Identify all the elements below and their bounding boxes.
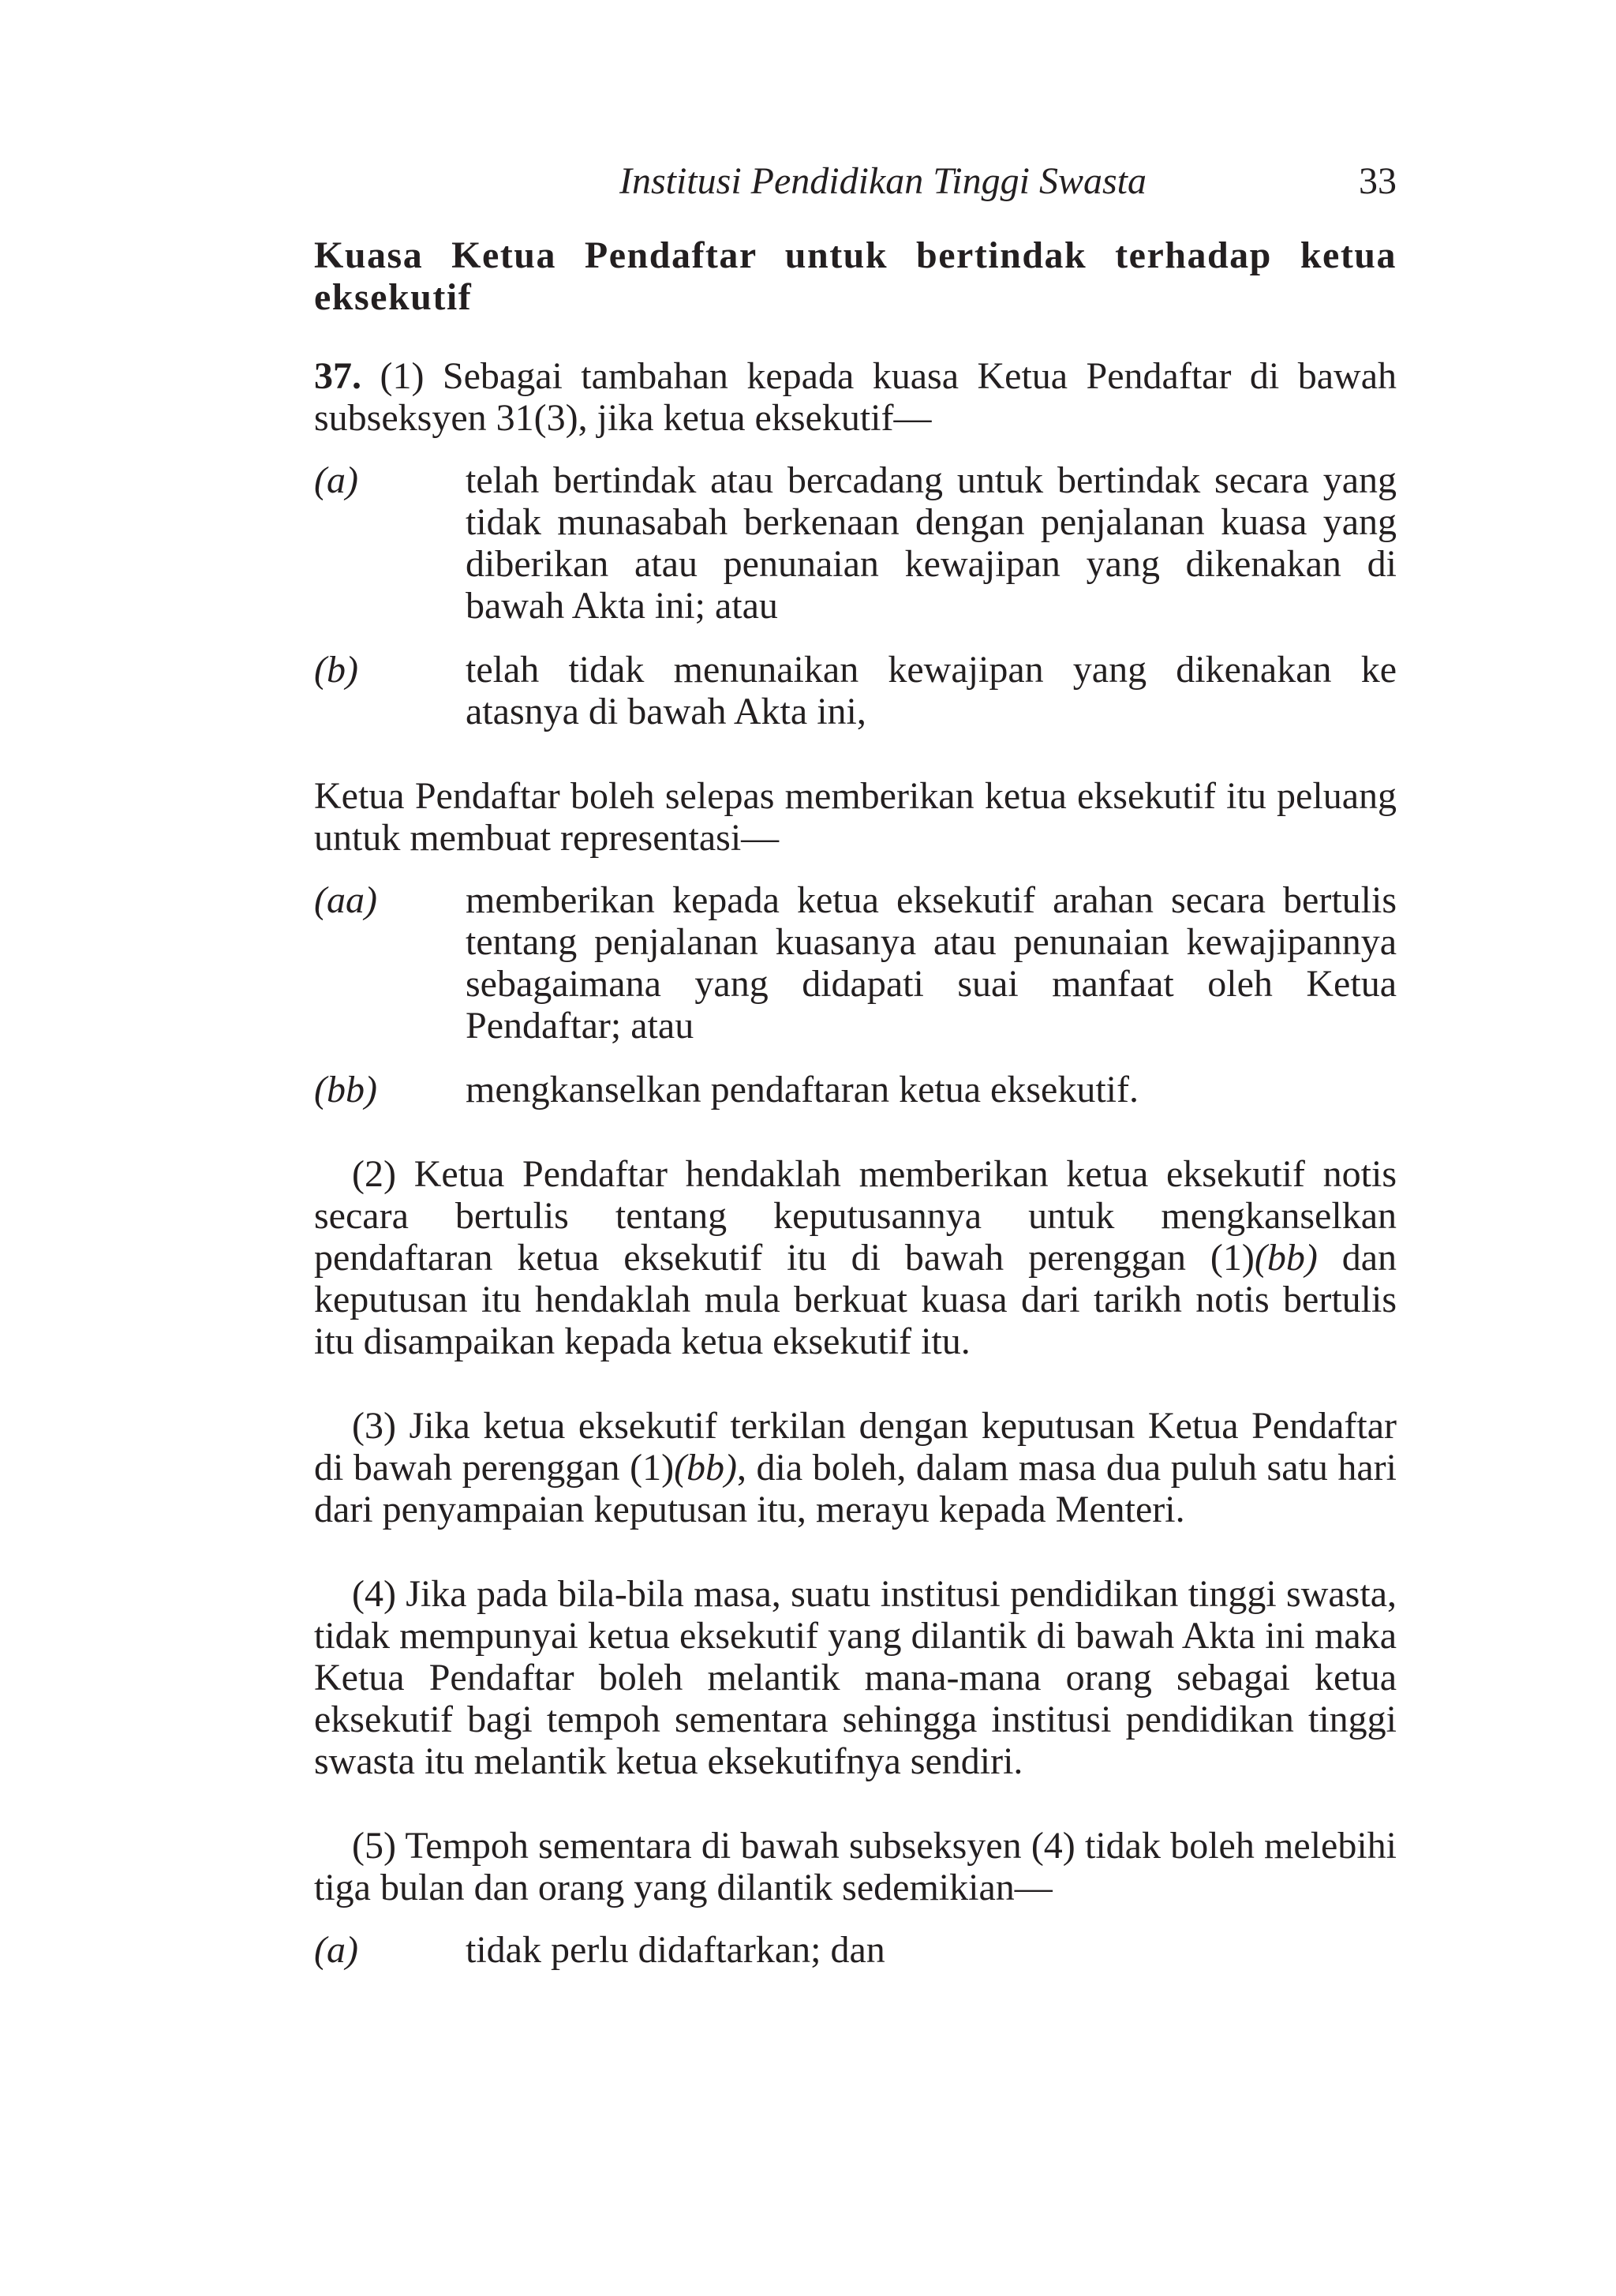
subsection-2-text-end: dan keputusan itu hendaklah mula berkuat kuasa dari tarikh notis bertulis itu disampaikan kepada ketua eksekutif itu.	[314, 1237, 1397, 1362]
paragraph-reference: (bb)	[1254, 1237, 1318, 1279]
list-item	[314, 459, 1397, 627]
subsection-1	[314, 355, 1397, 439]
running-header	[314, 158, 1397, 205]
section-heading: Kuasa Ketua Pendaftar untuk bertindak terhadap ketua eksekutif	[314, 234, 1397, 318]
item-marker: (a)	[314, 459, 358, 501]
continuation-paragraph: Ketua Pendaftar boleh selepas memberikan ketua eksekutif itu peluang untuk membuat representasi—	[314, 775, 1397, 859]
subsection-2	[314, 1153, 1397, 1362]
subsection-3-text-end: , dia boleh, dalam masa dua puluh satu hari dari penyampaian keputusan itu, merayu kepada Menteri.	[314, 1447, 1397, 1530]
list-item	[314, 1069, 1397, 1111]
item-marker: (bb)	[314, 1069, 377, 1111]
item-marker: (a)	[314, 1929, 358, 1971]
subsection-4: (4) Jika pada bila-bila masa, suatu institusi pendidikan tinggi swasta, tidak mempunyai ketua eksekutif yang dilantik di bawah Akta ini maka Ketua Pendaftar boleh melantik mana-mana orang sebagai ketua eksekutif bagi tempoh sementara sehingga institusi pendidikan tinggi swasta itu melantik ketua eksekutifnya sendiri.	[314, 1573, 1397, 1782]
list-item	[314, 879, 1397, 1047]
item-text: telah tidak menunaikan kewajipan yang dikenakan ke atasnya di bawah Akta ini,	[466, 649, 1397, 732]
item-text: memberikan kepada ketua eksekutif arahan secara bertulis tentang penjalanan kuasanya atau penunaian kewajipannya sebagaimana yang didapati suai manfaat oleh Ketua Pendaftar; atau	[466, 879, 1397, 1047]
subsection-2-text: (2) Ketua Pendaftar hendaklah memberikan ketua eksekutif notis secara bertulis tentang keputusannya untuk mengkanselkan pendaftaran ketua eksekutif itu di bawah perenggan (1)	[314, 1153, 1397, 1279]
section-number: 37.	[314, 355, 361, 397]
running-title: Institusi Pendidikan Tinggi Swasta	[619, 160, 1147, 202]
page-number: 33	[1359, 160, 1397, 202]
subsection-3-text: (3) Jika ketua eksekutif terkilan dengan keputusan Ketua Pendaftar di bawah perenggan (1)	[314, 1405, 1397, 1489]
document-page	[314, 158, 1397, 1971]
subsection-3	[314, 1405, 1397, 1530]
paragraph-reference: (bb)	[674, 1447, 738, 1489]
list-item	[314, 649, 1397, 732]
subsection-5: (5) Tempoh sementara di bawah subseksyen (4) tidak boleh melebihi tiga bulan dan orang yang dilantik sedemikian—	[314, 1825, 1397, 1908]
list-item	[314, 1929, 1397, 1971]
subsection-1-text: (1) Sebagai tambahan kepada kuasa Ketua Pendaftar di bawah subseksyen 31(3), jika ketua eksekutif—	[314, 355, 1397, 439]
item-text: telah bertindak atau bercadang untuk bertindak secara yang tidak munasabah berkenaan dengan penjalanan kuasa yang diberikan atau penunaian kewajipan yang dikenakan di bawah Akta ini; atau	[466, 459, 1397, 627]
item-text: mengkanselkan pendaftaran ketua eksekutif.	[466, 1069, 1139, 1111]
item-marker: (b)	[314, 649, 358, 691]
item-marker: (aa)	[314, 879, 377, 921]
item-text: tidak perlu didaftarkan; dan	[466, 1929, 885, 1971]
